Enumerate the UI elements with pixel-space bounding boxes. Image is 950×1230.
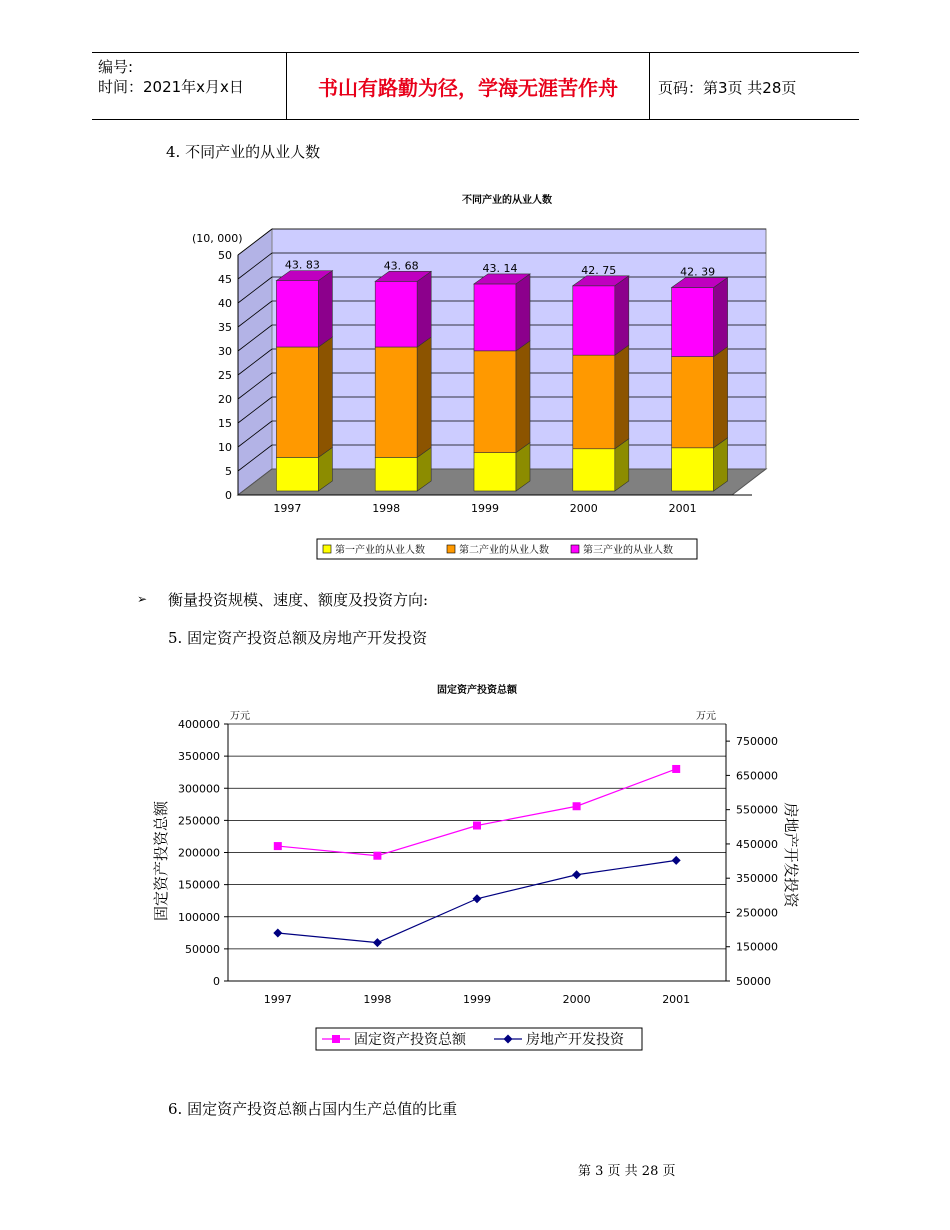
bar-segment bbox=[474, 453, 516, 491]
data-label: 42. 39 bbox=[680, 265, 716, 279]
bar-side bbox=[516, 274, 530, 351]
y-tick-label: 20 bbox=[218, 393, 232, 406]
y-tick-label: 0 bbox=[225, 489, 232, 502]
bar-side bbox=[516, 341, 530, 453]
y-left-tick-label: 200000 bbox=[178, 846, 220, 860]
bar-segment bbox=[672, 357, 714, 448]
y-right-tick-label: 150000 bbox=[736, 940, 778, 954]
bar-side bbox=[714, 347, 728, 448]
data-point bbox=[373, 852, 381, 860]
bullet-text: 衡量投资规模、速度、额度及投资方向: bbox=[168, 591, 429, 609]
x-tick-label: 2000 bbox=[569, 502, 598, 515]
y-tick-label: 35 bbox=[218, 321, 232, 334]
chart-title: 固定资产投资总额 bbox=[437, 685, 517, 696]
x-tick-label: 1997 bbox=[263, 993, 292, 1006]
data-label: 43. 68 bbox=[383, 259, 419, 273]
bullet-arrow-icon: ➢ bbox=[137, 592, 148, 606]
x-tick-label: 1998 bbox=[363, 993, 392, 1006]
y-tick-label: 25 bbox=[218, 369, 232, 382]
x-tick-label: 2001 bbox=[668, 502, 697, 515]
bar-segment bbox=[573, 286, 615, 355]
y-left-tick-label: 50000 bbox=[185, 942, 220, 956]
legend-label: 房地产开发投资 bbox=[526, 1032, 624, 1048]
y-left-tick-label: 100000 bbox=[178, 910, 220, 924]
left-axis-title: 固定资产投资总额 bbox=[152, 800, 170, 922]
y-tick-label: 5 bbox=[225, 465, 232, 478]
y-left-tick-label: 0 bbox=[213, 975, 220, 988]
right-unit-label: 万元 bbox=[696, 711, 716, 722]
y-right-tick-label: 550000 bbox=[736, 803, 778, 817]
bar-plot-area bbox=[218, 229, 766, 515]
data-point bbox=[573, 802, 581, 810]
header-number: 编号: bbox=[98, 58, 134, 76]
bar-segment bbox=[573, 355, 615, 449]
legend-label: 固定资产投资总额 bbox=[354, 1032, 466, 1048]
x-tick-label: 1998 bbox=[372, 502, 401, 515]
chart-legend bbox=[317, 539, 697, 559]
data-label: 43. 14 bbox=[482, 261, 518, 275]
y-tick-label: 45 bbox=[218, 273, 232, 286]
legend-label: 第一产业的从业人数 bbox=[335, 545, 425, 556]
bar-segment bbox=[276, 281, 318, 347]
bar-side bbox=[318, 271, 332, 347]
bar-side bbox=[714, 278, 728, 357]
y-right-tick-label: 50000 bbox=[736, 975, 771, 988]
y-left-tick-label: 350000 bbox=[178, 750, 220, 764]
data-label: 42. 75 bbox=[581, 263, 617, 277]
page-header bbox=[92, 52, 859, 120]
section-6-heading: 6. 固定资产投资总额占国内生产总值的比重 bbox=[168, 1100, 458, 1118]
y-right-tick-label: 750000 bbox=[736, 735, 778, 749]
header-page: 页码：第3页 共28页 bbox=[658, 79, 797, 97]
legend-label: 第三产业的从业人数 bbox=[583, 545, 673, 556]
section-4-heading: 4. 不同产业的从业人数 bbox=[166, 143, 321, 161]
y-tick-label: 50 bbox=[218, 249, 232, 262]
legend-swatch bbox=[571, 545, 579, 553]
left-unit-label: 万元 bbox=[230, 711, 250, 722]
y-left-tick-label: 400000 bbox=[178, 718, 220, 731]
x-tick-label: 1999 bbox=[471, 502, 499, 515]
bar-segment bbox=[276, 457, 318, 491]
bar-side bbox=[417, 271, 431, 347]
chart-legend bbox=[316, 1028, 642, 1050]
header-motto: 书山有路勤为径，学海无涯苦作舟 bbox=[286, 53, 650, 119]
legend-label: 第二产业的从业人数 bbox=[459, 545, 549, 556]
y-right-tick-label: 250000 bbox=[736, 906, 778, 920]
bar-side bbox=[318, 337, 332, 457]
y-left-tick-label: 150000 bbox=[178, 878, 220, 892]
bar-segment bbox=[474, 284, 516, 351]
legend-marker bbox=[332, 1035, 340, 1043]
header-time: 时间：2021年x月x日 bbox=[98, 78, 244, 96]
x-tick-label: 1999 bbox=[463, 993, 491, 1006]
bar-segment bbox=[672, 448, 714, 491]
x-tick-label: 1997 bbox=[273, 502, 302, 515]
y-tick-label: 10 bbox=[218, 441, 232, 454]
bar-segment bbox=[672, 288, 714, 357]
data-point bbox=[274, 842, 282, 850]
bar-side bbox=[417, 337, 431, 457]
y-left-tick-label: 250000 bbox=[178, 814, 220, 828]
y-unit-label: (10, 000) bbox=[192, 232, 243, 245]
right-axis-title: 房地产开发投资 bbox=[782, 802, 800, 908]
bar-segment bbox=[573, 449, 615, 491]
bar-segment bbox=[375, 281, 417, 347]
legend-swatch bbox=[323, 545, 331, 553]
bar-segment bbox=[375, 457, 417, 491]
header-meta bbox=[98, 57, 244, 97]
bar-side bbox=[615, 345, 629, 449]
legend-swatch bbox=[447, 545, 455, 553]
chart-title: 不同产业的从业人数 bbox=[462, 195, 552, 206]
y-tick-label: 30 bbox=[218, 345, 232, 358]
bar-segment bbox=[375, 347, 417, 457]
employment-bar-chart bbox=[180, 185, 820, 565]
y-left-tick-label: 300000 bbox=[178, 782, 220, 796]
bar-side bbox=[615, 276, 629, 355]
y-right-tick-label: 650000 bbox=[736, 769, 778, 783]
y-tick-label: 15 bbox=[218, 417, 232, 430]
data-point bbox=[672, 765, 680, 773]
x-tick-label: 2001 bbox=[662, 993, 691, 1006]
section-5-heading: 5. 固定资产投资总额及房地产开发投资 bbox=[168, 629, 428, 647]
y-right-tick-label: 450000 bbox=[736, 837, 778, 851]
x-tick-label: 2000 bbox=[562, 993, 591, 1006]
line-plot-area bbox=[178, 718, 778, 1006]
y-tick-label: 40 bbox=[218, 297, 232, 310]
page-footer: 第 3 页 共 28 页 bbox=[578, 1164, 676, 1179]
bar-segment bbox=[276, 347, 318, 457]
data-point bbox=[473, 822, 481, 830]
investment-line-chart bbox=[150, 676, 820, 1058]
data-label: 43. 83 bbox=[284, 258, 320, 272]
bar-segment bbox=[474, 351, 516, 453]
y-right-tick-label: 350000 bbox=[736, 872, 778, 886]
